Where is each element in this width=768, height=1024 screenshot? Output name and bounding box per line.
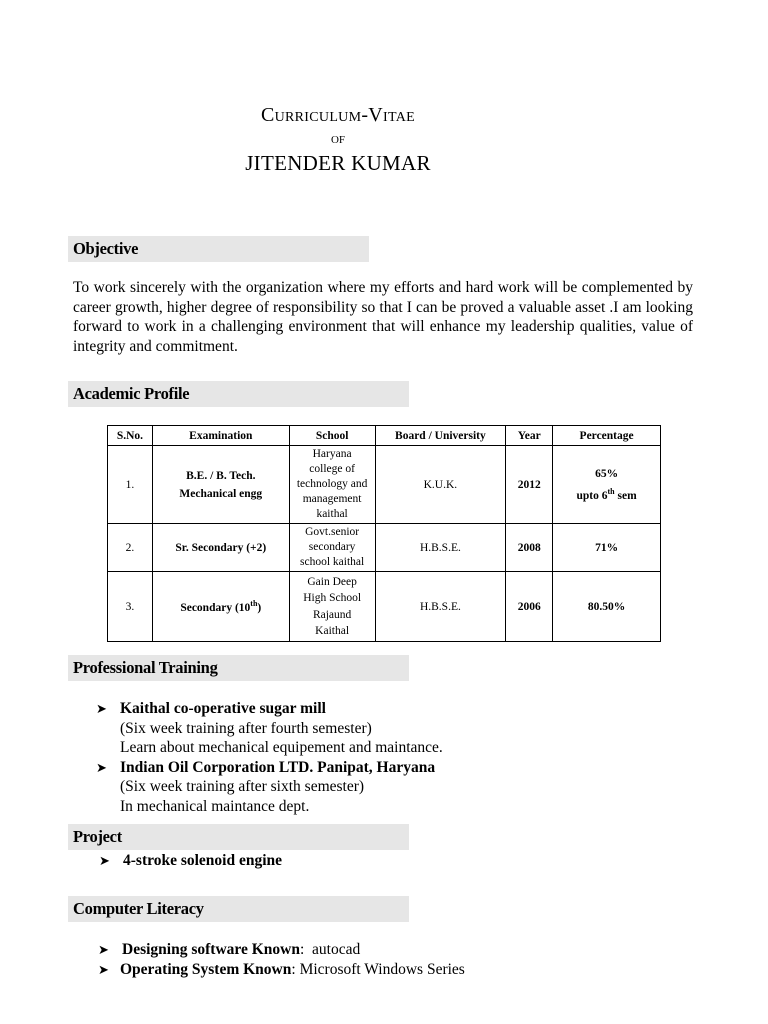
table-header-row: [108, 426, 661, 446]
table-row: [108, 572, 661, 642]
skill-label: Operating System Known: [120, 960, 292, 978]
exam-line: B.E. / B. Tech.: [186, 469, 256, 482]
year-cell: 2012: [506, 446, 553, 524]
examination-cell: [152, 572, 289, 642]
list-item: [99, 851, 282, 871]
percentage-text: sem: [614, 489, 637, 502]
exam-line: Mechanical engg: [179, 487, 263, 500]
school-cell: [289, 524, 375, 572]
training-title: Indian Oil Corporation LTD. Panipat, Haryana: [120, 758, 436, 776]
training-detail: (Six week training after fourth semester): [120, 719, 372, 737]
examination-cell: [152, 446, 289, 524]
arrow-bullet-icon: ➤: [96, 701, 107, 716]
computer-literacy-heading: Computer Literacy: [68, 896, 409, 922]
list-item: [98, 940, 465, 960]
school-cell: [289, 446, 375, 524]
table-row: [108, 524, 661, 572]
skill-label: Designing software Known: [122, 941, 300, 958]
school-line: school kaithal: [300, 556, 365, 568]
sno-cell: 3.: [108, 572, 153, 642]
sno-cell: 1.: [108, 446, 153, 524]
academic-table: [107, 425, 661, 642]
column-header: Year: [506, 426, 553, 446]
list-item: [98, 960, 465, 980]
table-row: [108, 446, 661, 524]
percentage-line: [555, 483, 658, 505]
school-line: technology and: [296, 478, 368, 490]
board-cell: H.B.S.E.: [375, 524, 506, 572]
column-header: Examination: [152, 426, 289, 446]
cv-title: Curriculum-Vitae: [260, 104, 415, 126]
percentage-cell: [553, 446, 661, 524]
skill-value: autocad: [312, 941, 361, 958]
objective-heading: Objective: [68, 236, 369, 262]
list-item: [96, 758, 443, 817]
school-line: secondary: [308, 541, 356, 553]
exam-text: Secondary (10: [180, 601, 251, 614]
academic-profile-heading: Academic Profile: [68, 381, 409, 407]
school-line: kaithal: [316, 508, 348, 520]
column-header: School: [289, 426, 375, 446]
school-cell: [289, 572, 375, 642]
arrow-bullet-icon: ➤: [98, 961, 109, 977]
training-detail: In mechanical maintance dept.: [120, 797, 310, 815]
school-line: Kaithal: [315, 625, 350, 637]
skill-separator: :: [299, 941, 313, 958]
arrow-bullet-icon: ➤: [98, 942, 109, 957]
candidate-name: JITENDER KUMAR: [245, 151, 431, 175]
column-header: S.No.: [108, 426, 153, 446]
school-line: Gain Deep: [307, 575, 357, 588]
skill-separator: :: [291, 960, 300, 978]
objective-text: To work sincerely with the organization where my efforts and hard work will be complemented by career growth, higher degree of responsibility so that I can be proved a valuable asset .I am looking forward to work in a challenging environment that will enhance my leadership qualities, value of integrity and commitment.: [73, 279, 693, 355]
board-cell: K.U.K.: [375, 446, 506, 524]
training-detail: Learn about mechanical equipement and maintance.: [120, 739, 443, 756]
training-detail: (Six week training after sixth semester): [120, 778, 365, 795]
percentage-text: upto 6: [576, 489, 608, 502]
year-cell: 2006: [506, 572, 553, 642]
school-line: Haryana: [312, 448, 352, 460]
project-list: [99, 851, 282, 871]
column-header: Board / University: [375, 426, 506, 446]
computer-literacy-list: [98, 940, 465, 979]
superscript: th: [607, 486, 615, 496]
board-cell: H.B.S.E.: [375, 572, 506, 642]
skill-value: Microsoft Windows Series: [299, 960, 465, 978]
arrow-bullet-icon: ➤: [99, 853, 110, 868]
project-title: 4-stroke solenoid engine: [123, 852, 283, 869]
examination-cell: Sr. Secondary (+2): [152, 524, 289, 572]
training-title: Kaithal co-operative sugar mill: [120, 700, 326, 717]
arrow-bullet-icon: ➤: [96, 759, 107, 775]
percentage-cell: 71%: [553, 524, 661, 572]
list-item: [96, 699, 443, 758]
column-header: Percentage: [553, 426, 661, 446]
school-line: Rajaund: [312, 608, 352, 621]
project-heading: Project: [68, 824, 409, 850]
sno-cell: 2.: [108, 524, 153, 572]
exam-text: ): [257, 601, 262, 614]
school-line: college of: [309, 463, 355, 475]
cv-title-of: of: [330, 131, 346, 147]
school-line: High School: [303, 592, 362, 604]
percentage-cell: 80.50%: [553, 572, 661, 642]
year-cell: 2008: [506, 524, 553, 572]
professional-training-heading: Professional Training: [68, 655, 409, 681]
superscript: th: [250, 599, 258, 609]
training-list: [96, 699, 443, 816]
school-line: management: [302, 493, 362, 505]
cv-title-block: [0, 102, 676, 176]
school-line: Govt.senior: [305, 526, 360, 538]
percentage-line: 65%: [595, 467, 619, 480]
